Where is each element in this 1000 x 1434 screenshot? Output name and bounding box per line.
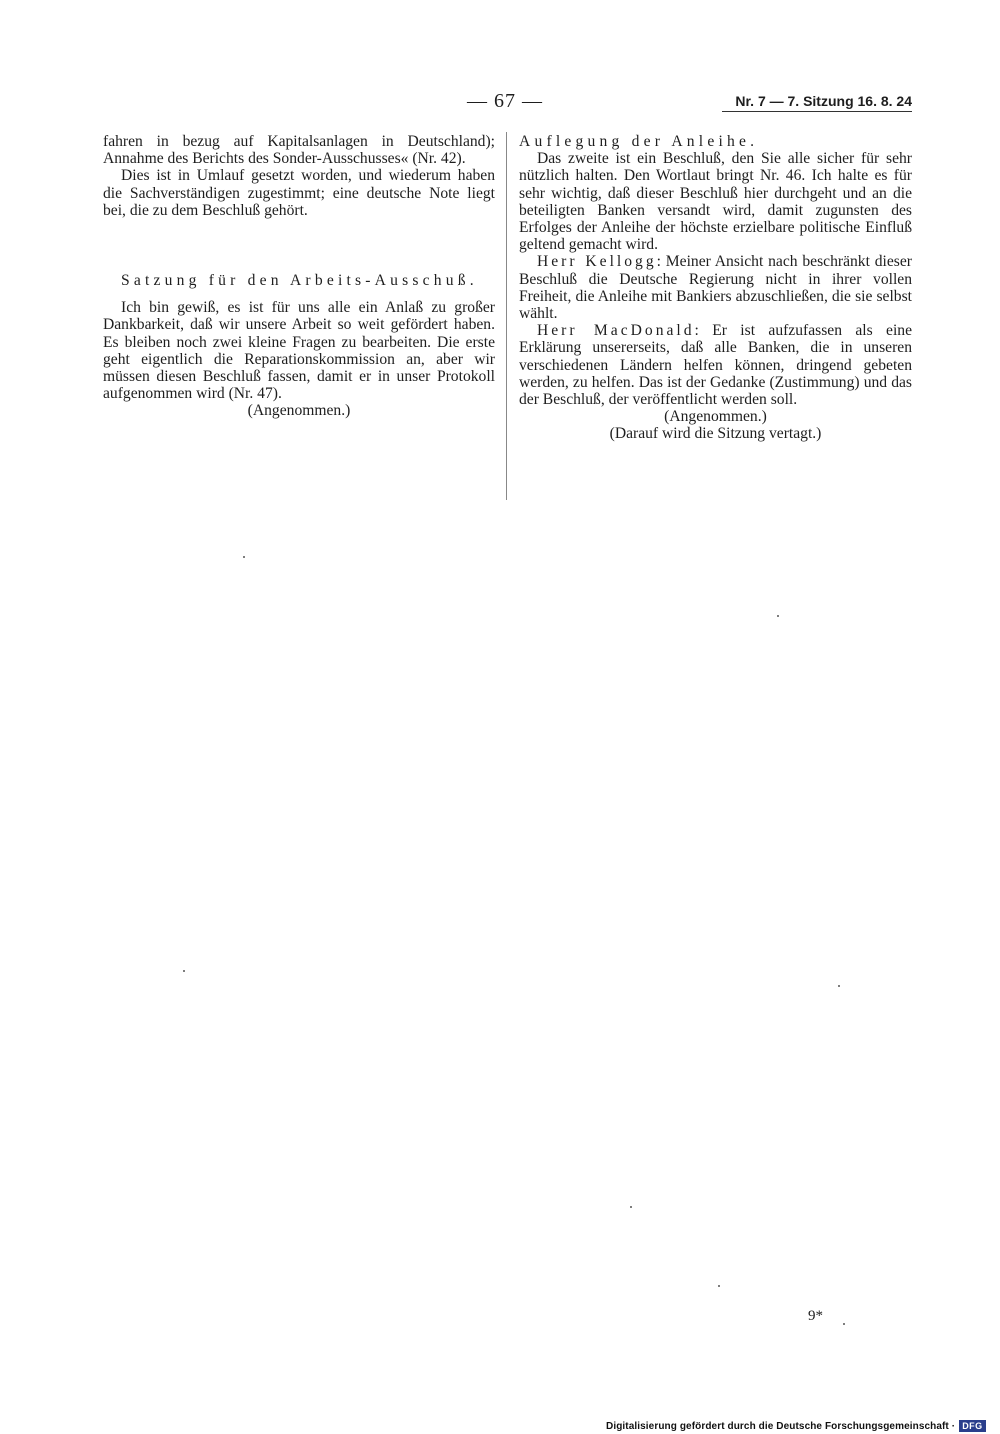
speaker-name: Herr MacDonald bbox=[537, 322, 695, 340]
scan-speck bbox=[843, 1323, 845, 1325]
footer-text: Digitalisierung gefördert durch die Deutsche Forschungsgemeinschaft · bbox=[606, 1420, 956, 1432]
paragraph: Das zweite ist ein Beschluß, den Sie alle sicher für sehr nützlich halten. Den Wortlaut bringt Nr. 46. Ich halte es für sehr wichtig, daß dieser Beschluß hier durchgeht und an die beteiligten Banken versandt wird, damit zugunsten des Erfolges der Anleihe der höchste erzielbare politische Einfluß geltend gemacht wird. bbox=[519, 150, 912, 254]
section-title: Satzung für den Arbeits-Ausschuß. bbox=[121, 272, 478, 290]
dfg-logo-icon: DFG bbox=[959, 1420, 986, 1432]
spacer bbox=[103, 219, 495, 272]
paragraph: Dies ist in Umlauf gesetzt worden, und wiederum haben die Sachverständigen zugestimmt; eine deutsche Note liegt bei, die zu dem Beschluß gehört. bbox=[103, 167, 495, 219]
scan-speck bbox=[718, 1285, 720, 1287]
scan-speck bbox=[183, 970, 185, 972]
closing-note: (Darauf wird die Sitzung vertagt.) bbox=[609, 425, 822, 443]
running-head: Nr. 7 — 7. Sitzung 16. 8. 24 bbox=[722, 93, 912, 112]
scan-speck bbox=[630, 1206, 632, 1208]
footnote-mark: 9* bbox=[808, 1308, 823, 1324]
speech-text: : Er ist aufzufassen als eine Erklärung unsererseits, daß alle Banken, die in unseren verschiedenen Ländern helfen können, dringend gebeten werden, zu helfen. Das ist der Gedanke (Zustimmung) und das der Beschluß, der veröffentlicht werden soll. bbox=[519, 322, 912, 409]
scan-speck bbox=[243, 556, 245, 558]
right-column bbox=[519, 133, 912, 443]
section-title: Auflegung der Anleihe. bbox=[519, 133, 759, 150]
left-column bbox=[103, 133, 495, 420]
speaker-name: Herr Kellogg bbox=[537, 253, 657, 271]
closing-note: (Angenommen.) bbox=[247, 402, 351, 420]
scan-speck bbox=[838, 985, 840, 987]
speech-text: : Meiner Ansicht nach beschränkt dieser Beschluß die Deutsche Regierung nicht in ihrer vollen Freiheit, die Anleihe mit Bankiers abzuschließen, die sie selbst wählt. bbox=[519, 253, 912, 323]
column-divider bbox=[506, 132, 507, 500]
speech bbox=[519, 322, 912, 408]
speech bbox=[519, 253, 912, 322]
page-number: — 67 — bbox=[467, 90, 543, 112]
footer-credit bbox=[606, 1419, 986, 1433]
paragraph: fahren in bezug auf Kapitalsanlagen in Deutschland); Annahme des Berichts des Sonder-Ausschusses« (Nr. 42). bbox=[103, 133, 495, 168]
closing-note: (Angenommen.) bbox=[664, 408, 767, 426]
paragraph: Ich bin gewiß, es ist für uns alle ein Anlaß zu großer Dankbarkeit, daß wir unsere Arbeit so weit gefördert haben. Es bleiben noch zwei kleine Fragen zu bearbeiten. Die erste geht eigentlich die Reparationskommission an, aber wir müssen diesen Beschluß fassen, damit er in unser Protokoll aufgenommen wird (Nr. 47). bbox=[103, 299, 495, 403]
scan-speck bbox=[777, 615, 779, 617]
